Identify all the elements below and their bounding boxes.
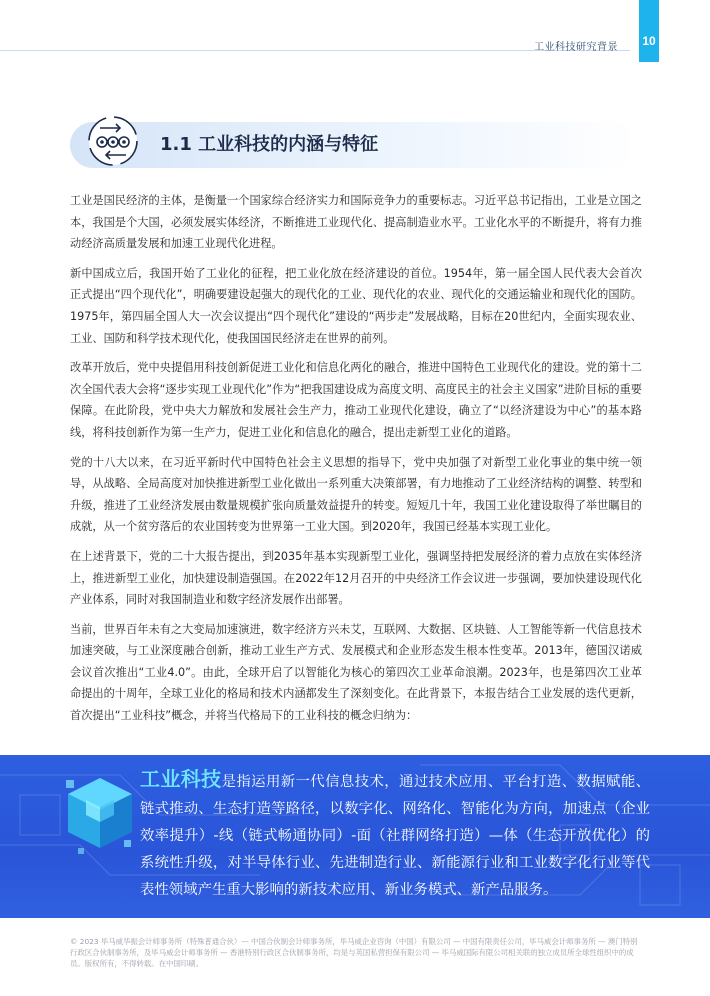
- body-text: [70, 190, 642, 735]
- digital-cube-icon: [60, 770, 140, 865]
- gears-cycle-icon: [80, 112, 146, 170]
- paragraph: 改革开放后，党中央提倡用科技创新促进工业化和信息化两化的融合，推进中国特色工业现代化的建设。党的第十二次全国代表大会将“逐步实现工业现代化”作为“把我国建设成为高度文明、高度民主的社会主义国家”进阶目标的重要保障。在此阶段，党中央大力解放和发展社会生产力，推动工业现代化建设，确立了“以经济建设为中心”的基本路线，将科技创新作为第一生产力，促进工业化和信息化的融合，提出走新型工业化的道路。: [70, 361, 642, 439]
- page-number: 10: [642, 34, 656, 48]
- paragraph: 新中国成立后，我国开始了工业化的征程，把工业化放在经济建设的首位。1954年，第一届全国人民代表大会首次正式提出“四个现代化”，明确要建设起强大的现代化的工业、现代化的农业、现代化的交通运输业和现代化的国防。1975年，第四届全国人大一次会议提出“四个现代化”建设的“两步走”发展战略，目标在20世纪内，全面实现农业、工业、国防和科学技术现代化，使我国国民经济走在世界的前列。: [70, 266, 642, 345]
- copyright-footer: © 2023 毕马威华振会计师事务所（特殊普通合伙）— 中国合伙制会计师事务所，毕马威企业咨询（中国）有限公司 — 中国有限责任公司，毕马威会计师事务所 — 澳门特别行政区合伙制事务所，及毕马威会计师事务所 — 香港特别行政区合伙制事务所，均是与英国私营担保有限公司 — 毕马威国际有限公司相关联的独立成员所全球性组织中的成员。版权所有，不得转载。在中国印刷。: [70, 937, 638, 968]
- definition-text: [140, 766, 650, 904]
- paragraph: 在上述背景下，党的二十大报告提出，到2035年基本实现新型工业化，强调坚持把发展经济的着力点放在实体经济上，推进新型工业化，加快建设制造强国。在2022年12月召开的中央经济工作会议进一步强调，要加快建设现代化产业体系，同时对我国制造业和数字经济发展作出部署。: [70, 549, 642, 607]
- section-title: 1.1 工业科技的内涵与特征: [160, 134, 379, 155]
- paragraph: 党的十八大以来，在习近平新时代中国特色社会主义思想的指导下，党中央加强了对新型工业化事业的集中统一领导，从战略、全局高度对加快推进新型工业化做出一系列重大决策部署，有力地推动了工业经济结构的调整、转型和升级，推进了工业经济发展由数量规模扩张向质量效益提升的转变。短短几十年，我国工业化建设取得了举世瞩目的成就，从一个贫穷落后的农业国转变为世界第一工业大国。到2020年，我国已经基本实现工业化。: [70, 455, 642, 534]
- running-header-title: 工业科技研究背景: [534, 42, 618, 53]
- definition-term: 工业科技: [140, 767, 222, 791]
- paragraph: 当前，世界百年未有之大变局加速演进，数字经济方兴未艾，互联网、大数据、区块链、人工智能等新一代信息技术加速突破，与工业深度融合创新，推动工业生产方式、发展模式和企业形态发生根本性变革。2013年，德国汉诺威会议首次推出“工业4.0”。由此，全球开启了以智能化为核心的第四次工业革命浪潮。2023年，也是第四次工业革命提出的十周年，全球工业化的格局和技术内涵都发生了深刻变化。在此背景下，本报告结合工业发展的迭代更新，首次提出“工业科技”概念，并将当代格局下的工业科技的概念归纳为：: [70, 622, 642, 723]
- paragraph: 工业是国民经济的主体，是衡量一个国家综合经济实力和国际竞争力的重要标志。习近平总书记指出，工业是立国之本，我国是个大国，必须发展实体经济，不断推进工业现代化、提高制造业水平。工业化水平的不断提升，将有力推动经济高质量发展和加速工业现代化进程。: [70, 194, 642, 251]
- definition-body: 是指运用新一代信息技术，通过技术应用、平台打造、数据赋能、链式推动、生态打造等路径，以数字化、网络化、智能化为方向，加速点（企业效率提升）-线（链式畅通协同）-面（社群网络打造）—体（生态开放优化）的系统性升级，对半导体行业、先进制造行业、新能源行业和工业数字化行业等代表性领域产生重大影响的新技术应用、新业务模式、新产品服务。: [140, 774, 650, 898]
- page-number-tab: [639, 0, 659, 62]
